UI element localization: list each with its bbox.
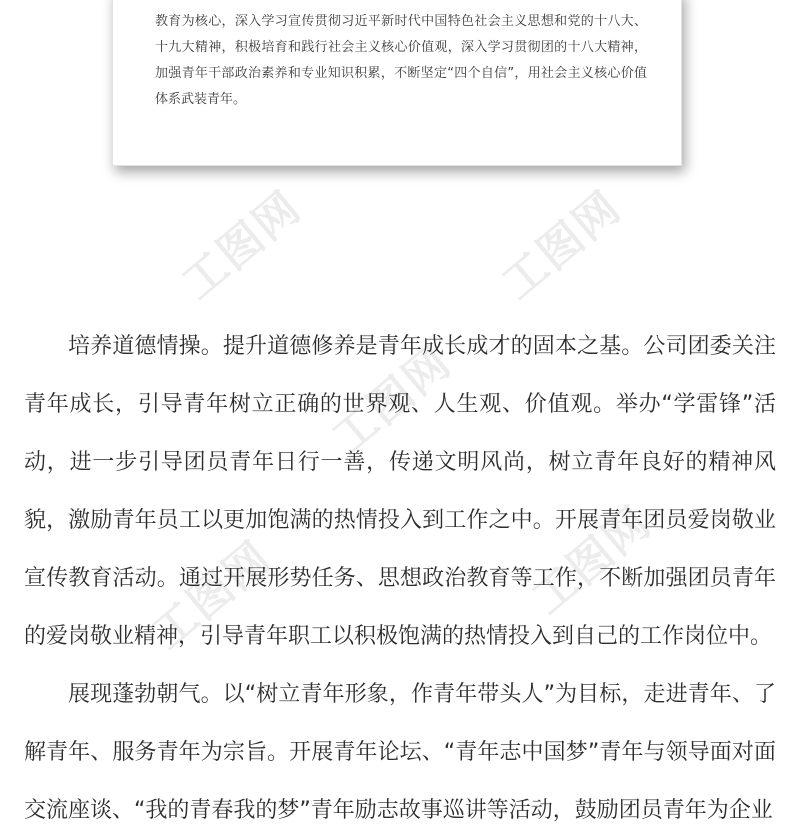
article-body [24, 318, 776, 840]
watermark-logo: 工图网 [522, 496, 662, 625]
quote-card-text: 教育为核心，深入学习宣传贯彻习近平新时代中国特色社会主义思想和党的十八大、十九大精神，积极培育和践行社会主义核心价值观，深入学习贯彻团的十八大精神，加强青年干部政治素养和专业知识积累，不断坚定“四个自信”，用社会主义核心价值体系武装青年。 [155, 14, 647, 107]
watermark-logo: 工图网 [172, 181, 312, 310]
watermark-logo: 工图网 [492, 181, 632, 310]
paragraph: 培养道德情操。提升道德修养是青年成长成才的固本之基。公司团委关注青年成长，引导青年树立正确的世界观、人生观、价值观。举办“学雷锋”活动，进一步引导团员青年日行一善，传递文明风尚，树立青年良好的精神风貌，激励青年员工以更加饱满的热情投入到工作之中。开展青年团员爱岗敬业宣传教育活动。通过开展形势任务、思想政治教育等工作，不断加强团员青年的爱岗敬业精神，引导青年职工以积极饱满的热情投入到自己的工作岗位中。 [24, 334, 776, 649]
quote-card [112, 0, 682, 166]
watermark-logo: 工图网 [142, 531, 282, 660]
paragraph: 展现蓬勃朝气。以“树立青年形象，作青年带头人”为目标，走进青年、了解青年、服务青年为宗旨。开展青年论坛、“青年志中国梦”青年与领导面对面交流座谈、“我的青春我的梦”青年励志故事巡讲等活动，鼓励团员青年为企业 [24, 682, 776, 823]
watermark-logo: 工图网 [322, 336, 462, 465]
